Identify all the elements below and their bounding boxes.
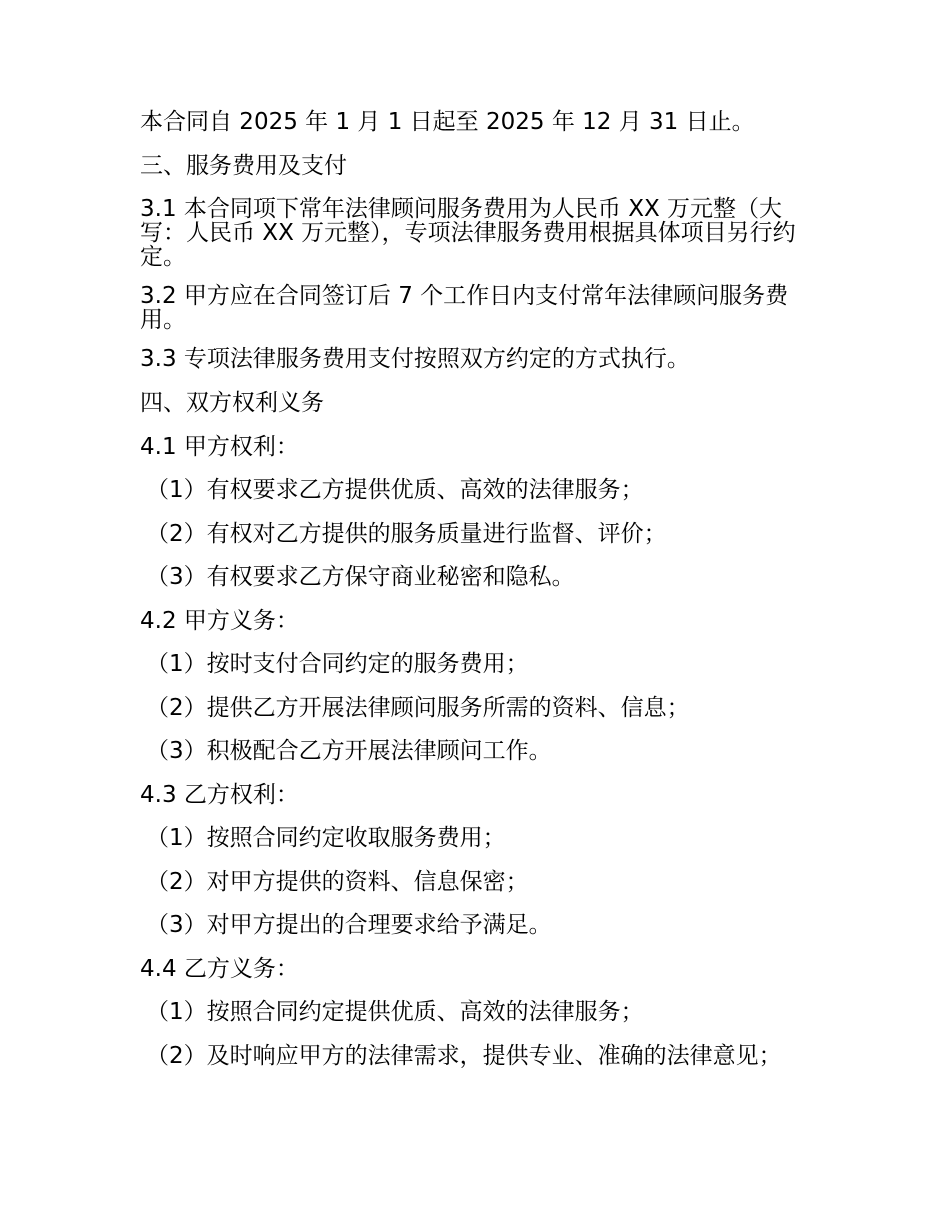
clause-4-3-item-1: （1）按照合同约定收取服务费用； <box>146 825 506 851</box>
clause-4-3-item-2: （2）对甲方提供的资料、信息保密； <box>146 869 529 895</box>
clause-4-2-item-2: （2）提供乙方开展法律顾问服务所需的资料、信息； <box>146 695 690 721</box>
clause-4-1-item-3: （3）有权要求乙方保守商业秘密和隐私。 <box>146 564 575 590</box>
term-period-line: 本合同自 2025 年 1 月 1 日起至 2025 年 12 月 31 日止。 <box>140 109 755 135</box>
section-3-heading: 三、服务费用及支付 <box>140 153 347 179</box>
clause-4-1-item-2: （2）有权对乙方提供的服务质量进行监督、评价； <box>146 521 667 547</box>
clause-4-4-item-2: （2）及时响应甲方的法律需求，提供专业、准确的法律意见； <box>146 1043 782 1069</box>
clause-3-1: 3.1 本合同项下常年法律顾问服务费用为人民币 XX 万元整（大写：人民币 XX 万元整），专项法律服务费用根据具体项目另行约定。 <box>140 196 796 270</box>
clause-4-4-heading: 4.4 乙方义务： <box>140 956 299 982</box>
clause-4-2-heading: 4.2 甲方义务： <box>140 608 299 634</box>
clause-4-1-item-1: （1）有权要求乙方提供优质、高效的法律服务； <box>146 477 644 503</box>
clause-4-2-item-3: （3）积极配合乙方开展法律顾问工作。 <box>146 738 552 764</box>
clause-4-4-item-1: （1）按照合同约定提供优质、高效的法律服务； <box>146 999 644 1025</box>
clause-4-2-item-1: （1）按时支付合同约定的服务费用； <box>146 651 529 677</box>
clause-4-3-item-3: （3）对甲方提出的合理要求给予满足。 <box>146 912 552 938</box>
section-4-heading: 四、双方权利义务 <box>140 390 324 416</box>
clause-3-3: 3.3 专项法律服务费用支付按照双方约定的方式执行。 <box>140 346 690 372</box>
clause-4-1-heading: 4.1 甲方权利： <box>140 434 299 460</box>
clause-3-2: 3.2 甲方应在合同签订后 7 个工作日内支付常年法律顾问服务费用。 <box>140 283 789 333</box>
clause-4-3-heading: 4.3 乙方权利： <box>140 782 299 808</box>
